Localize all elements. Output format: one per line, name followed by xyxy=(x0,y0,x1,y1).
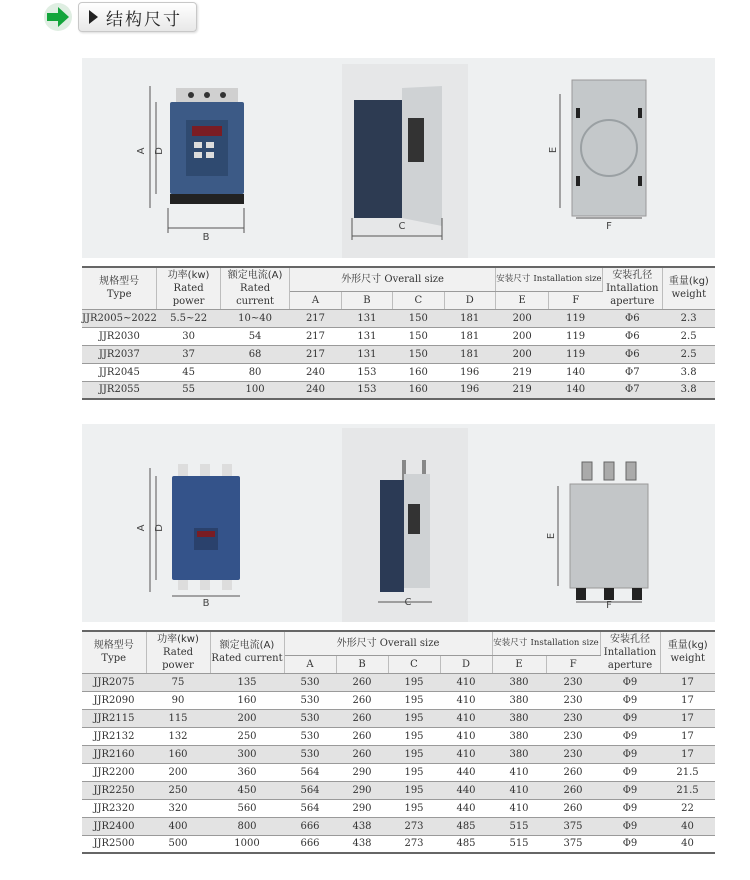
dim-label-c: C xyxy=(398,221,406,232)
table-cell: 260 xyxy=(336,727,388,745)
dim-label-b-large: B xyxy=(202,598,210,609)
table-cell: 219 xyxy=(495,363,548,381)
table-cell: 380 xyxy=(492,691,546,709)
table-cell: 131 xyxy=(341,345,392,363)
table-cell: 515 xyxy=(492,817,546,835)
table-cell: 160 xyxy=(210,691,284,709)
table-cell: 217 xyxy=(290,327,341,345)
dimension-table-small xyxy=(82,266,715,400)
table-cell: 30 xyxy=(157,327,221,345)
table-cell: 37 xyxy=(157,345,221,363)
table-row xyxy=(82,309,715,327)
table-cell: 17 xyxy=(660,745,715,763)
table-row xyxy=(82,835,715,853)
table-cell: 260 xyxy=(336,673,388,691)
header-current: 额定电流(A) Rated current xyxy=(210,631,284,673)
table-cell: 181 xyxy=(444,345,495,363)
table-cell: 200 xyxy=(495,309,548,327)
table-cell: JJR2400 xyxy=(82,817,146,835)
table-row xyxy=(82,727,715,745)
table-cell: 2.3 xyxy=(662,309,715,327)
table-cell: 150 xyxy=(393,345,444,363)
table-cell: JJR2090 xyxy=(82,691,146,709)
table-cell: 564 xyxy=(284,763,336,781)
table-cell: 200 xyxy=(210,709,284,727)
table-row xyxy=(82,691,715,709)
table-cell: 375 xyxy=(546,835,600,853)
dim-label-e: E xyxy=(548,146,559,154)
table-cell: 380 xyxy=(492,673,546,691)
table-cell: Φ7 xyxy=(602,363,662,381)
table-cell: 90 xyxy=(146,691,210,709)
table-row xyxy=(82,363,715,381)
table-cell: 666 xyxy=(284,817,336,835)
header-power: 功率(kw) Rated power xyxy=(157,267,221,309)
table-cell: 564 xyxy=(284,781,336,799)
table-cell: 140 xyxy=(549,381,602,399)
table-cell: 260 xyxy=(546,781,600,799)
table-cell: 3.8 xyxy=(662,363,715,381)
table-row xyxy=(82,781,715,799)
table-cell: 230 xyxy=(546,691,600,709)
table-cell: JJR2250 xyxy=(82,781,146,799)
table-cell: Φ9 xyxy=(600,727,660,745)
table-cell: 290 xyxy=(336,763,388,781)
table-cell: 300 xyxy=(210,745,284,763)
header-col-a: A xyxy=(290,291,341,309)
table-cell: 196 xyxy=(444,381,495,399)
table-cell: 380 xyxy=(492,727,546,745)
green-arrow-icon xyxy=(42,1,74,33)
table-cell: 485 xyxy=(440,835,492,853)
table-cell: Φ9 xyxy=(600,673,660,691)
table-cell: 160 xyxy=(393,363,444,381)
back-view-small xyxy=(560,80,646,218)
dim-label-a-large: A xyxy=(136,524,147,532)
table-cell: 150 xyxy=(393,327,444,345)
header-col-d: D xyxy=(444,291,495,309)
table-cell: JJR2132 xyxy=(82,727,146,745)
header-col-c: C xyxy=(393,291,444,309)
table-cell: 260 xyxy=(336,691,388,709)
header-weight: 重量(kg) weight xyxy=(660,631,715,673)
table-cell: 500 xyxy=(146,835,210,853)
table-cell: 410 xyxy=(440,673,492,691)
table-cell: JJR2005~2022 xyxy=(82,309,157,327)
table-cell: 135 xyxy=(210,673,284,691)
table-cell: 196 xyxy=(444,363,495,381)
table-cell: 150 xyxy=(393,309,444,327)
side-view-large xyxy=(342,428,468,622)
table-cell: 800 xyxy=(210,817,284,835)
table-cell: 181 xyxy=(444,309,495,327)
table-cell: JJR2045 xyxy=(82,363,157,381)
table-cell: 410 xyxy=(492,781,546,799)
table-cell: 200 xyxy=(146,763,210,781)
table-cell: 230 xyxy=(546,709,600,727)
table-cell: 410 xyxy=(492,763,546,781)
header-col-e: E xyxy=(495,291,548,309)
dim-label-e-large: E xyxy=(546,532,557,540)
table-cell: 195 xyxy=(388,781,440,799)
table-cell: 380 xyxy=(492,709,546,727)
table-cell: 438 xyxy=(336,817,388,835)
header-col-b: B xyxy=(341,291,392,309)
table-cell: 440 xyxy=(440,763,492,781)
table-cell: JJR2030 xyxy=(82,327,157,345)
header-power: 功率(kw) Rated power xyxy=(146,631,210,673)
table-cell: 75 xyxy=(146,673,210,691)
table-cell: 290 xyxy=(336,799,388,817)
table-cell: 564 xyxy=(284,799,336,817)
table-cell: 5.5~22 xyxy=(157,309,221,327)
table-cell: 666 xyxy=(284,835,336,853)
table-cell: JJR2160 xyxy=(82,745,146,763)
table-cell: 119 xyxy=(549,327,602,345)
header-installation-size: 安装尺寸 Installation size xyxy=(495,267,602,291)
table-cell: 160 xyxy=(393,381,444,399)
table-cell: 240 xyxy=(290,363,341,381)
table-cell: 410 xyxy=(440,709,492,727)
dim-label-b: B xyxy=(202,232,210,243)
table1-body xyxy=(82,309,715,399)
dim-label-f-large: F xyxy=(606,600,612,611)
table-cell: 410 xyxy=(440,691,492,709)
section-header xyxy=(42,0,197,34)
table-cell: 410 xyxy=(440,745,492,763)
table-cell: Φ9 xyxy=(600,835,660,853)
table-cell: 80 xyxy=(220,363,289,381)
dimension-table-large xyxy=(82,630,715,854)
table-cell: 140 xyxy=(549,363,602,381)
table-cell: 515 xyxy=(492,835,546,853)
table-cell: 40 xyxy=(660,835,715,853)
table-cell: 217 xyxy=(290,345,341,363)
table-cell: 55 xyxy=(157,381,221,399)
header-type: 规格型号 Type xyxy=(82,267,157,309)
table-cell: 410 xyxy=(492,799,546,817)
table-cell: 200 xyxy=(495,345,548,363)
table-cell: Φ9 xyxy=(600,799,660,817)
table-cell: 260 xyxy=(546,763,600,781)
table-cell: 153 xyxy=(341,363,392,381)
table-cell: 273 xyxy=(388,817,440,835)
table-cell: 450 xyxy=(210,781,284,799)
header-col-d: D xyxy=(440,655,492,673)
small-unit-drawings xyxy=(82,58,715,258)
table-cell: 530 xyxy=(284,691,336,709)
table-cell: 250 xyxy=(146,781,210,799)
table-cell: Φ9 xyxy=(600,781,660,799)
table-cell: Φ9 xyxy=(600,745,660,763)
table-cell: 195 xyxy=(388,709,440,727)
table-cell: 22 xyxy=(660,799,715,817)
table-cell: 200 xyxy=(495,327,548,345)
table-cell: JJR2115 xyxy=(82,709,146,727)
table-cell: JJR2200 xyxy=(82,763,146,781)
table-cell: Φ6 xyxy=(602,327,662,345)
table-cell: 3.8 xyxy=(662,381,715,399)
table-cell: 181 xyxy=(444,327,495,345)
table-row xyxy=(82,673,715,691)
table-cell: 153 xyxy=(341,381,392,399)
table-row xyxy=(82,345,715,363)
table-cell: 217 xyxy=(290,309,341,327)
header-aperture: 安装孔径 Intallation aperture xyxy=(600,631,660,673)
table-cell: JJR2055 xyxy=(82,381,157,399)
table-cell: 440 xyxy=(440,799,492,817)
table-cell: 438 xyxy=(336,835,388,853)
play-triangle-icon xyxy=(89,10,98,24)
dim-label-a: A xyxy=(136,147,147,155)
table-cell: JJR2075 xyxy=(82,673,146,691)
table-cell: 530 xyxy=(284,727,336,745)
table-cell: 230 xyxy=(546,745,600,763)
table-row xyxy=(82,763,715,781)
table-cell: 400 xyxy=(146,817,210,835)
table-cell: 68 xyxy=(220,345,289,363)
table-cell: 17 xyxy=(660,691,715,709)
header-col-f: F xyxy=(546,655,600,673)
header-col-c: C xyxy=(388,655,440,673)
table-cell: 54 xyxy=(220,327,289,345)
header-overall-size: 外形尺寸 Overall size xyxy=(290,267,496,291)
table-cell: Φ6 xyxy=(602,345,662,363)
table-cell: 2.5 xyxy=(662,327,715,345)
header-current: 额定电流(A) Rated current xyxy=(220,267,289,309)
table-cell: 375 xyxy=(546,817,600,835)
table-cell: 40 xyxy=(660,817,715,835)
table-cell: 530 xyxy=(284,709,336,727)
section-title: 结构尺寸 xyxy=(106,9,182,30)
table-cell: Φ9 xyxy=(600,709,660,727)
table-cell: 410 xyxy=(440,727,492,745)
back-view-large xyxy=(558,462,648,602)
table-cell: 45 xyxy=(157,363,221,381)
table-cell: 320 xyxy=(146,799,210,817)
front-view-small xyxy=(150,86,244,233)
table-cell: 260 xyxy=(546,799,600,817)
table-cell: 119 xyxy=(549,309,602,327)
table-cell: 240 xyxy=(290,381,341,399)
table-cell: 290 xyxy=(336,781,388,799)
table-cell: 1000 xyxy=(210,835,284,853)
dim-label-c-large: C xyxy=(404,597,412,608)
table-cell: Φ6 xyxy=(602,309,662,327)
table-cell: 115 xyxy=(146,709,210,727)
dim-label-f: F xyxy=(606,221,612,232)
dimension-drawing-large xyxy=(82,424,715,622)
table-cell: Φ7 xyxy=(602,381,662,399)
table-cell: 440 xyxy=(440,781,492,799)
table-cell: Φ9 xyxy=(600,691,660,709)
table-row xyxy=(82,817,715,835)
dim-label-d-large: D xyxy=(154,524,165,532)
table-cell: 195 xyxy=(388,745,440,763)
table-cell: 195 xyxy=(388,691,440,709)
table-cell: 131 xyxy=(341,309,392,327)
table-cell: Φ9 xyxy=(600,817,660,835)
table-cell: 230 xyxy=(546,673,600,691)
table-cell: 530 xyxy=(284,673,336,691)
table-cell: 260 xyxy=(336,745,388,763)
header-type: 规格型号 Type xyxy=(82,631,146,673)
table-cell: 195 xyxy=(388,763,440,781)
table-row xyxy=(82,745,715,763)
table-cell: 219 xyxy=(495,381,548,399)
header-col-f: F xyxy=(549,291,602,309)
table-cell: 131 xyxy=(341,327,392,345)
table-cell: 230 xyxy=(546,727,600,745)
table-cell: 119 xyxy=(549,345,602,363)
header-overall-size: 外形尺寸 Overall size xyxy=(284,631,492,655)
table-cell: 380 xyxy=(492,745,546,763)
table-cell: 195 xyxy=(388,799,440,817)
table-cell: 21.5 xyxy=(660,763,715,781)
table-cell: 530 xyxy=(284,745,336,763)
table-cell: 273 xyxy=(388,835,440,853)
table-cell: 10~40 xyxy=(220,309,289,327)
table-cell: JJR2037 xyxy=(82,345,157,363)
section-title-box xyxy=(78,2,197,32)
table-cell: 17 xyxy=(660,673,715,691)
header-installation-size: 安装尺寸 Installation size xyxy=(492,631,600,655)
table-row xyxy=(82,799,715,817)
table-cell: JJR2500 xyxy=(82,835,146,853)
table-cell: 132 xyxy=(146,727,210,745)
table-cell: 2.5 xyxy=(662,345,715,363)
header-aperture: 安装孔径 Intallation aperture xyxy=(602,267,662,309)
table-cell: 560 xyxy=(210,799,284,817)
table-row xyxy=(82,327,715,345)
dim-label-d: D xyxy=(154,147,165,155)
large-unit-drawings xyxy=(82,424,715,622)
table-cell: 260 xyxy=(336,709,388,727)
table-cell: 360 xyxy=(210,763,284,781)
table-cell: 195 xyxy=(388,673,440,691)
table-cell: 485 xyxy=(440,817,492,835)
header-weight: 重量(kg) weight xyxy=(662,267,715,309)
table-cell: 17 xyxy=(660,709,715,727)
table2-body xyxy=(82,673,715,853)
header-col-b: B xyxy=(336,655,388,673)
dimension-drawing-small xyxy=(82,58,715,258)
table-cell: JJR2320 xyxy=(82,799,146,817)
table-cell: Φ9 xyxy=(600,763,660,781)
table-cell: 250 xyxy=(210,727,284,745)
table-row xyxy=(82,709,715,727)
table-cell: 100 xyxy=(220,381,289,399)
table-cell: 17 xyxy=(660,727,715,745)
table-cell: 195 xyxy=(388,727,440,745)
header-col-e: E xyxy=(492,655,546,673)
table-cell: 21.5 xyxy=(660,781,715,799)
table-row xyxy=(82,381,715,399)
table-cell: 160 xyxy=(146,745,210,763)
header-col-a: A xyxy=(284,655,336,673)
